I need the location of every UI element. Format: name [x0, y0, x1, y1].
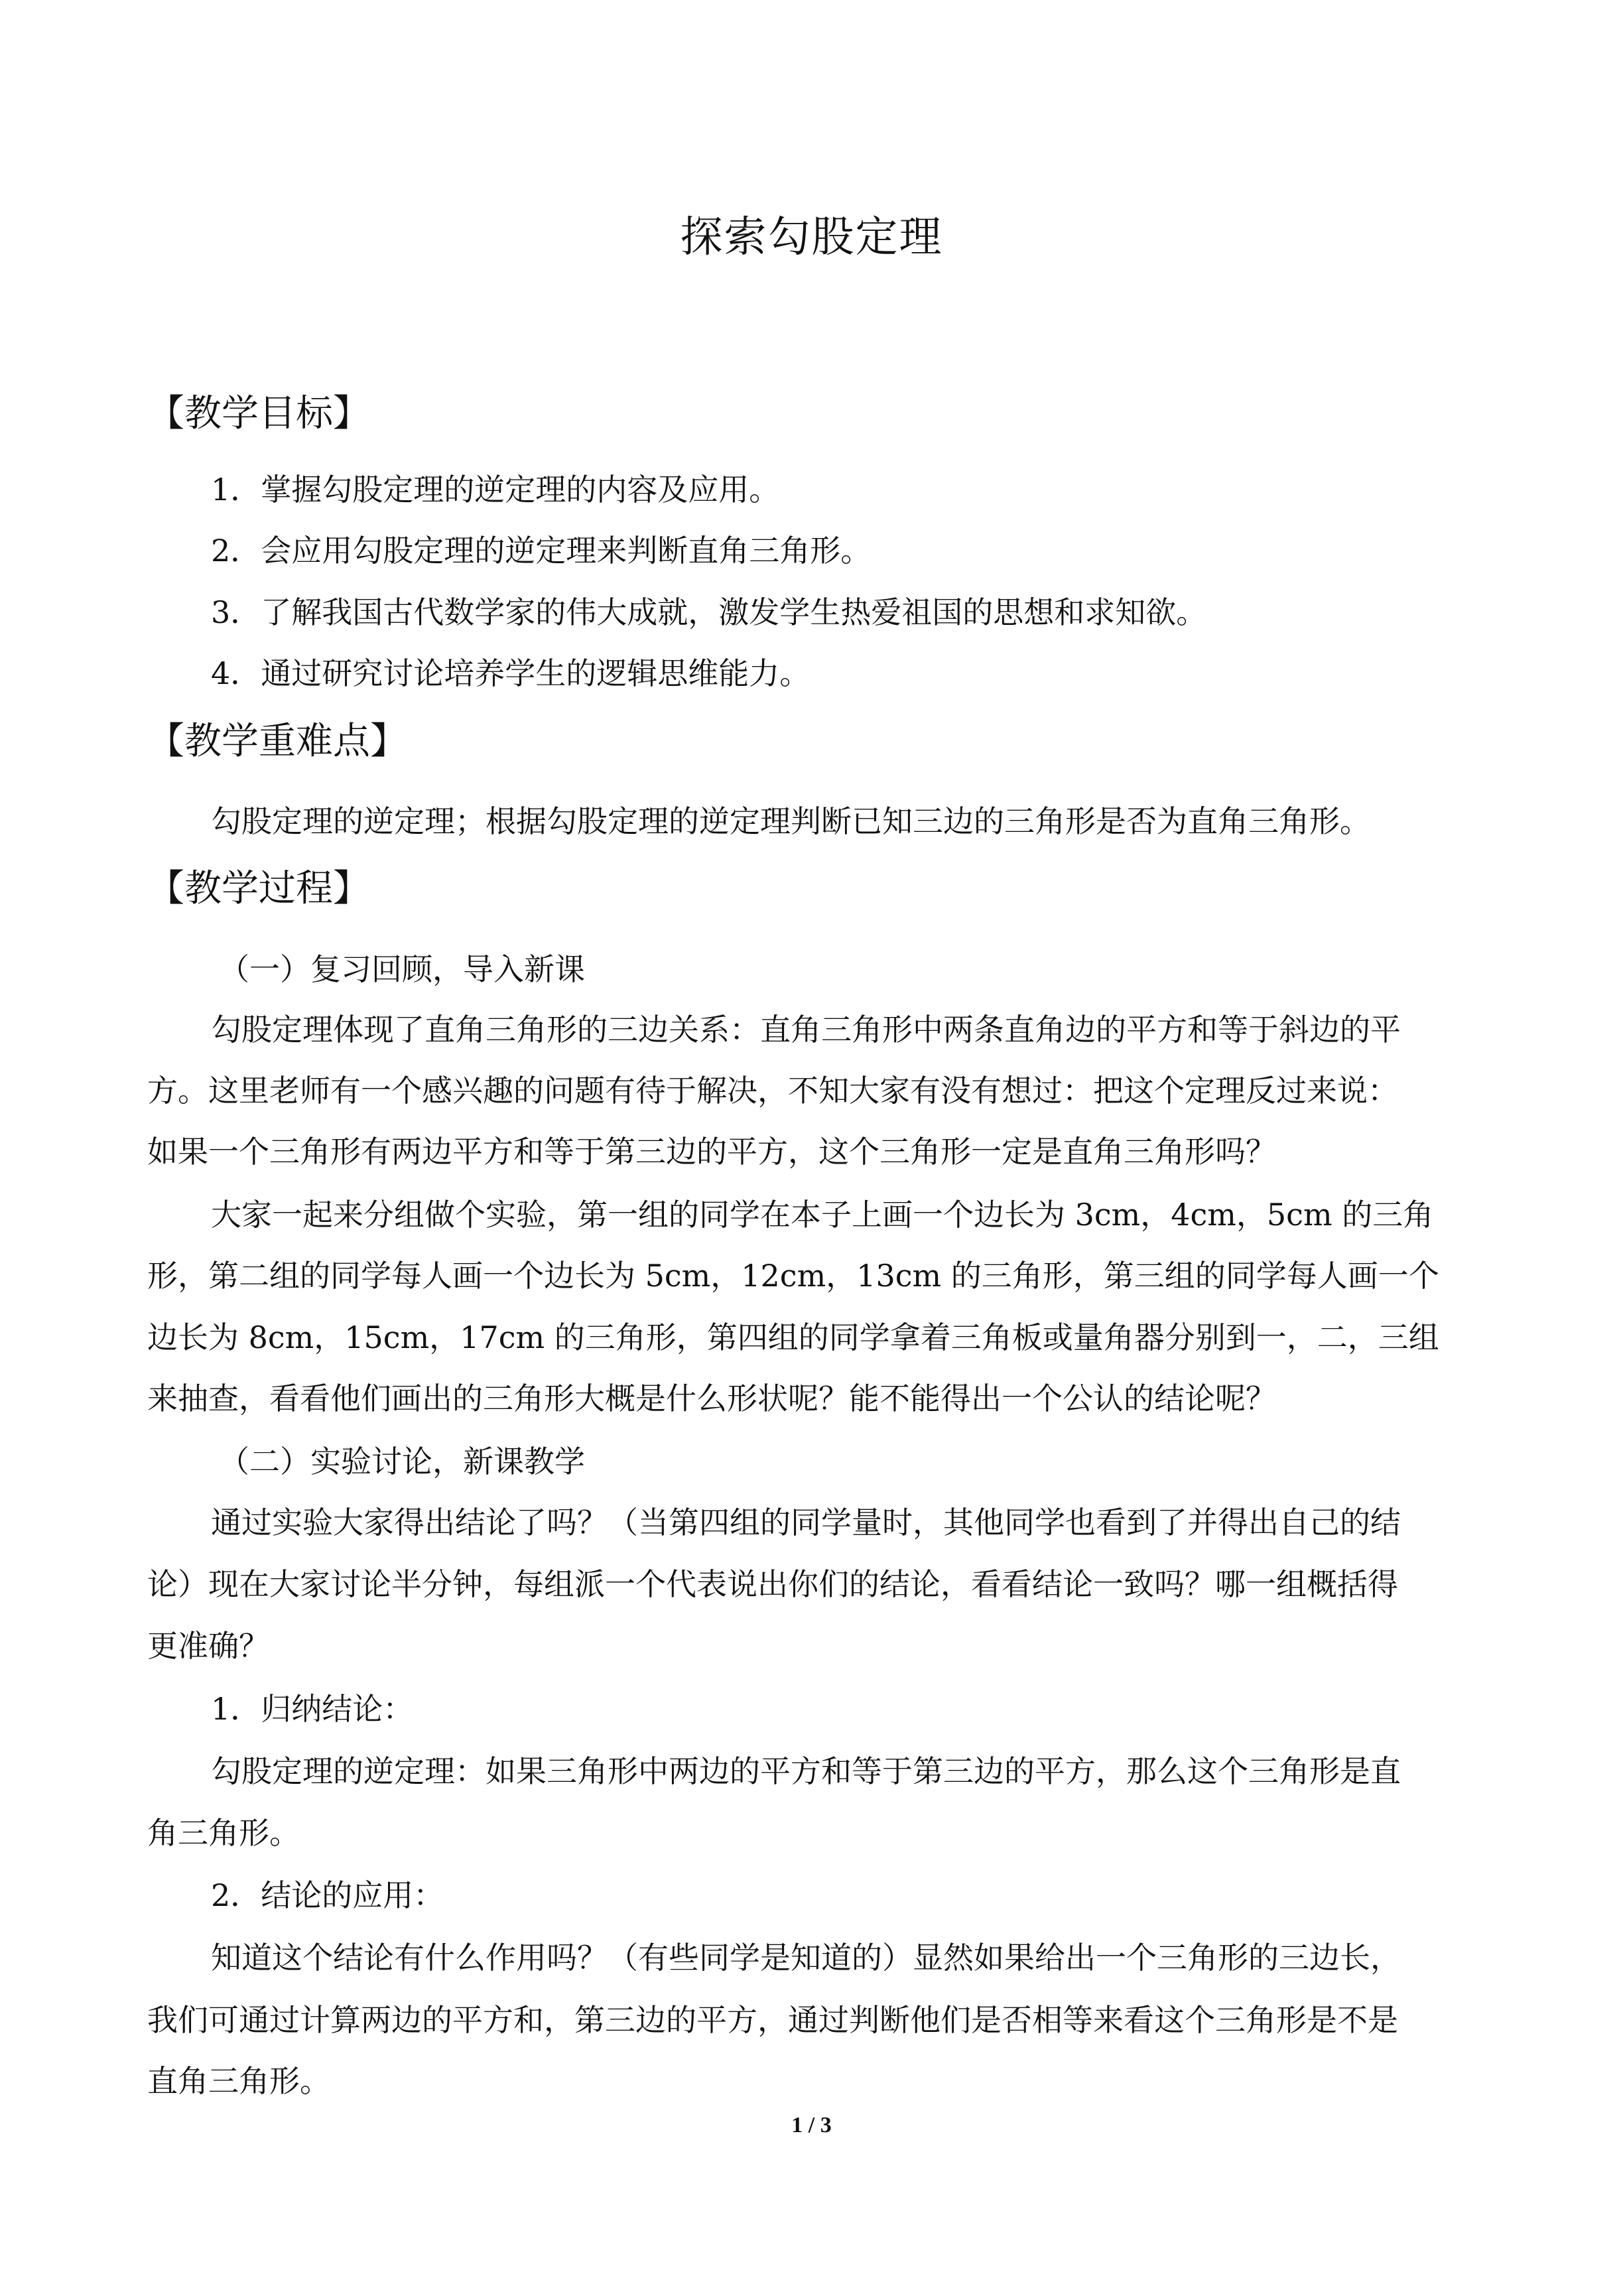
- paragraph-line: 勾股定理的逆定理：如果三角形中两边的平方和等于第三边的平方，那么这个三角形是直: [211, 1753, 1401, 1789]
- objective-item: 2．会应用勾股定理的逆定理来判断直角三角形。: [211, 533, 872, 569]
- paragraph-line: 形，第二组的同学每人画一个边长为 5cm，12cm，13cm 的三角形，第三组的同学每人画一个: [147, 1258, 1439, 1294]
- paragraph-line: 角三角形。: [147, 1815, 300, 1851]
- paragraph-line: 通过实验大家得出结论了吗？（当第四组的同学量时，其他同学也看到了并得出自己的结: [211, 1505, 1401, 1540]
- paragraph-line: 论）现在大家讨论半分钟，每组派一个代表说出你们的结论，看看结论一致吗？哪一组概括得: [147, 1566, 1398, 1602]
- objective-item: 3．了解我国古代数学家的伟大成就，激发学生热爱祖国的思想和求知欲。: [211, 594, 1207, 630]
- section-heading-key-points: 【教学重难点】: [147, 720, 407, 763]
- key-points-text: 勾股定理的逆定理；根据勾股定理的逆定理判断已知三边的三角形是否为直角三角形。: [211, 803, 1370, 839]
- numbered-subheading: 2．结论的应用：: [211, 1877, 444, 1913]
- paragraph-line: 如果一个三角形有两边平方和等于第三边的平方，这个三角形一定是直角三角形吗？: [147, 1134, 1276, 1170]
- page-number: 1 / 3: [791, 2113, 832, 2137]
- section-heading-objectives: 【教学目标】: [147, 392, 370, 435]
- paragraph-line: 知道这个结论有什么作用吗？（有些同学是知道的）显然如果给出一个三角形的三边长，: [211, 1940, 1401, 1976]
- paragraph-line: 边长为 8cm，15cm，17cm 的三角形，第四组的同学拿着三角板或量角器分别到一，二，三组: [147, 1319, 1439, 1355]
- objective-item: 4．通过研究讨论培养学生的逻辑思维能力。: [211, 655, 811, 691]
- paragraph-line: 来抽查，看看他们画出的三角形大概是什么形状呢？能不能得出一个公认的结论呢？: [147, 1381, 1276, 1416]
- paragraph-line: 勾股定理体现了直角三角形的三边关系：直角三角形中两条直角边的平方和等于斜边的平: [211, 1012, 1401, 1047]
- numbered-subheading: 1．归纳结论：: [211, 1691, 414, 1727]
- subsection-title-review: （一）复习回顾，导入新课: [219, 951, 585, 987]
- paragraph-line: 我们可通过计算两边的平方和，第三边的平方，通过判断他们是否相等来看这个三角形是不是: [147, 2002, 1398, 2038]
- paragraph-line: 大家一起来分组做个实验，第一组的同学在本子上画一个边长为 3cm，4cm，5cm 的三角: [211, 1197, 1434, 1233]
- paragraph-line: 直角三角形。: [147, 2063, 330, 2099]
- subsection-title-discussion: （二）实验讨论，新课教学: [219, 1444, 585, 1479]
- objective-item: 1．掌握勾股定理的逆定理的内容及应用。: [211, 472, 780, 507]
- section-heading-process: 【教学过程】: [147, 867, 370, 910]
- paragraph-line: 更准确？: [147, 1628, 269, 1664]
- page-title: 探索勾股定理: [680, 213, 943, 262]
- paragraph-line: 方。这里老师有一个感兴趣的问题有待于解决，不知大家有没有想过：把这个定理反过来说：: [147, 1073, 1398, 1109]
